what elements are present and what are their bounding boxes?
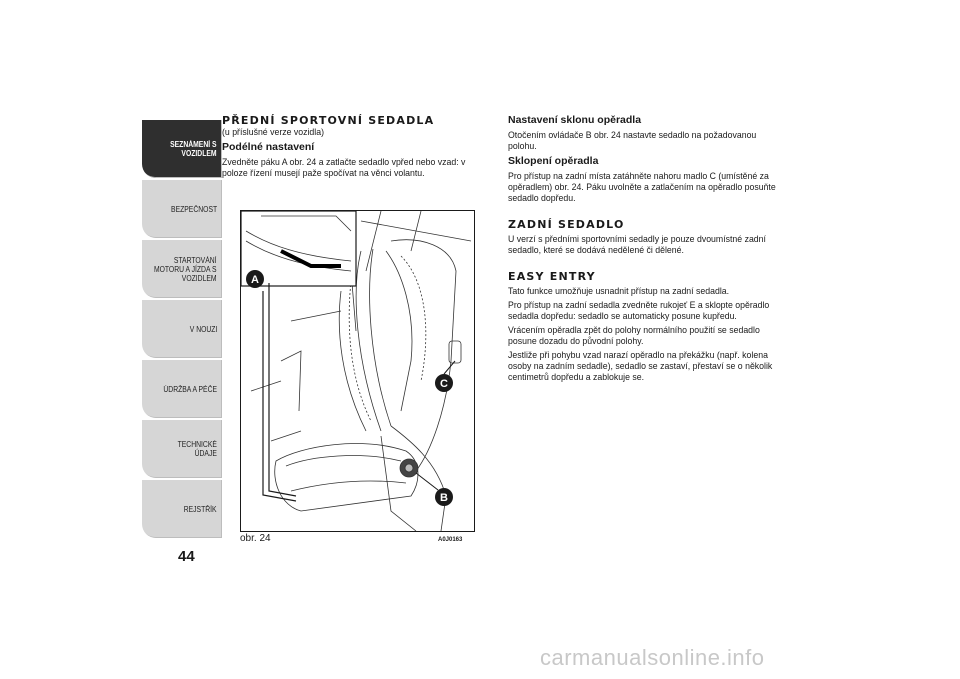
tab-label: SEZNÁMENÍ S VOZIDLEM xyxy=(170,140,217,158)
tab-label: BEZPEČNOST xyxy=(170,204,217,214)
subsection-title: Podélné nastavení xyxy=(222,141,315,153)
section-heading: EASY ENTRY xyxy=(508,270,596,283)
tab-seznameni[interactable] xyxy=(142,120,222,178)
paragraph: Otočením ovládače B obr. 24 nastavte sedadlo na požadovanou polohu. xyxy=(508,130,757,152)
section-heading: ZADNÍ SEDADLO xyxy=(508,218,625,231)
figure-caption: obr. 24 xyxy=(240,533,271,544)
callout-a: A xyxy=(251,274,259,286)
paragraph: U verzí s předními sportovními sedadly je pouze dvoumístné zadní sedadlo, které se dodává nedělené či dělené. xyxy=(508,234,766,256)
paragraph: Pro přístup na zadní místa zatáhněte nahoru madlo C (umístěné za opěradlem) obr. 24. Páku uvolněte a zatlačením na opěradlo posuňte sedadlo dopředu. xyxy=(508,171,776,204)
paragraph: Pro přístup na zadní sedadla zvedněte rukojeť E a sklopte opěradlo sedadla dopředu: sedadlo se automaticky posune kupředu. xyxy=(508,300,770,322)
paragraph: Zvedněte páku A obr. 24 a zatlačte sedadlo vpřed nebo vzad: v poloze řízení musejí paže spočívat na věnci volantu. xyxy=(222,157,466,179)
tab-label: TECHNICKÉ ÚDAJE xyxy=(177,440,217,458)
tab-label: REJSTŘÍK xyxy=(184,504,217,514)
callout-b: B xyxy=(440,492,448,504)
paragraph: Tato funkce umožňuje usnadnit přístup na zadní sedadla. xyxy=(508,286,730,297)
tab-technicke-udaje[interactable] xyxy=(142,420,222,478)
tab-label: STARTOVÁNÍ MOTORU A JÍZDA S VOZIDLEM xyxy=(154,255,217,283)
right-column xyxy=(508,114,782,383)
subsection-title: Sklopení opěradla xyxy=(508,155,599,167)
callout-c: C xyxy=(440,378,448,390)
tab-label: V NOUZI xyxy=(189,324,217,334)
tab-rejstrik[interactable] xyxy=(142,480,222,538)
page-number: 44 xyxy=(178,548,195,565)
figure-code: A0J0163 xyxy=(438,537,463,543)
seat-drawing xyxy=(241,211,474,531)
tab-bezpecnost[interactable] xyxy=(142,180,222,238)
section-heading: PŘEDNÍ SPORTOVNÍ SEDADLA xyxy=(222,114,435,127)
seat-illustration xyxy=(240,210,475,532)
watermark: carmanualsonline.info xyxy=(540,645,765,670)
paragraph: Jestliže při pohybu vzad narazí opěradlo na překážku (např. kolena osoby na zadním sedadle), sedadlo se zastaví, přestaví se o několik centimetrů dopředu a zablokuje se. xyxy=(508,350,773,383)
tab-v-nouzi[interactable] xyxy=(142,300,222,358)
subsection-title: Nastavení sklonu opěradla xyxy=(508,114,642,126)
paragraph: Vrácením opěradla zpět do polohy normálního použití se sedadlo posune dozadu do původní polohy. xyxy=(508,325,760,347)
left-column xyxy=(222,114,484,179)
tab-udrzba[interactable] xyxy=(142,360,222,418)
heading-note: (u příslušné verze vozidla) xyxy=(222,127,325,138)
tab-label: ÚDRŽBA A PÉČE xyxy=(163,384,217,394)
tab-startovani[interactable] xyxy=(142,240,222,298)
